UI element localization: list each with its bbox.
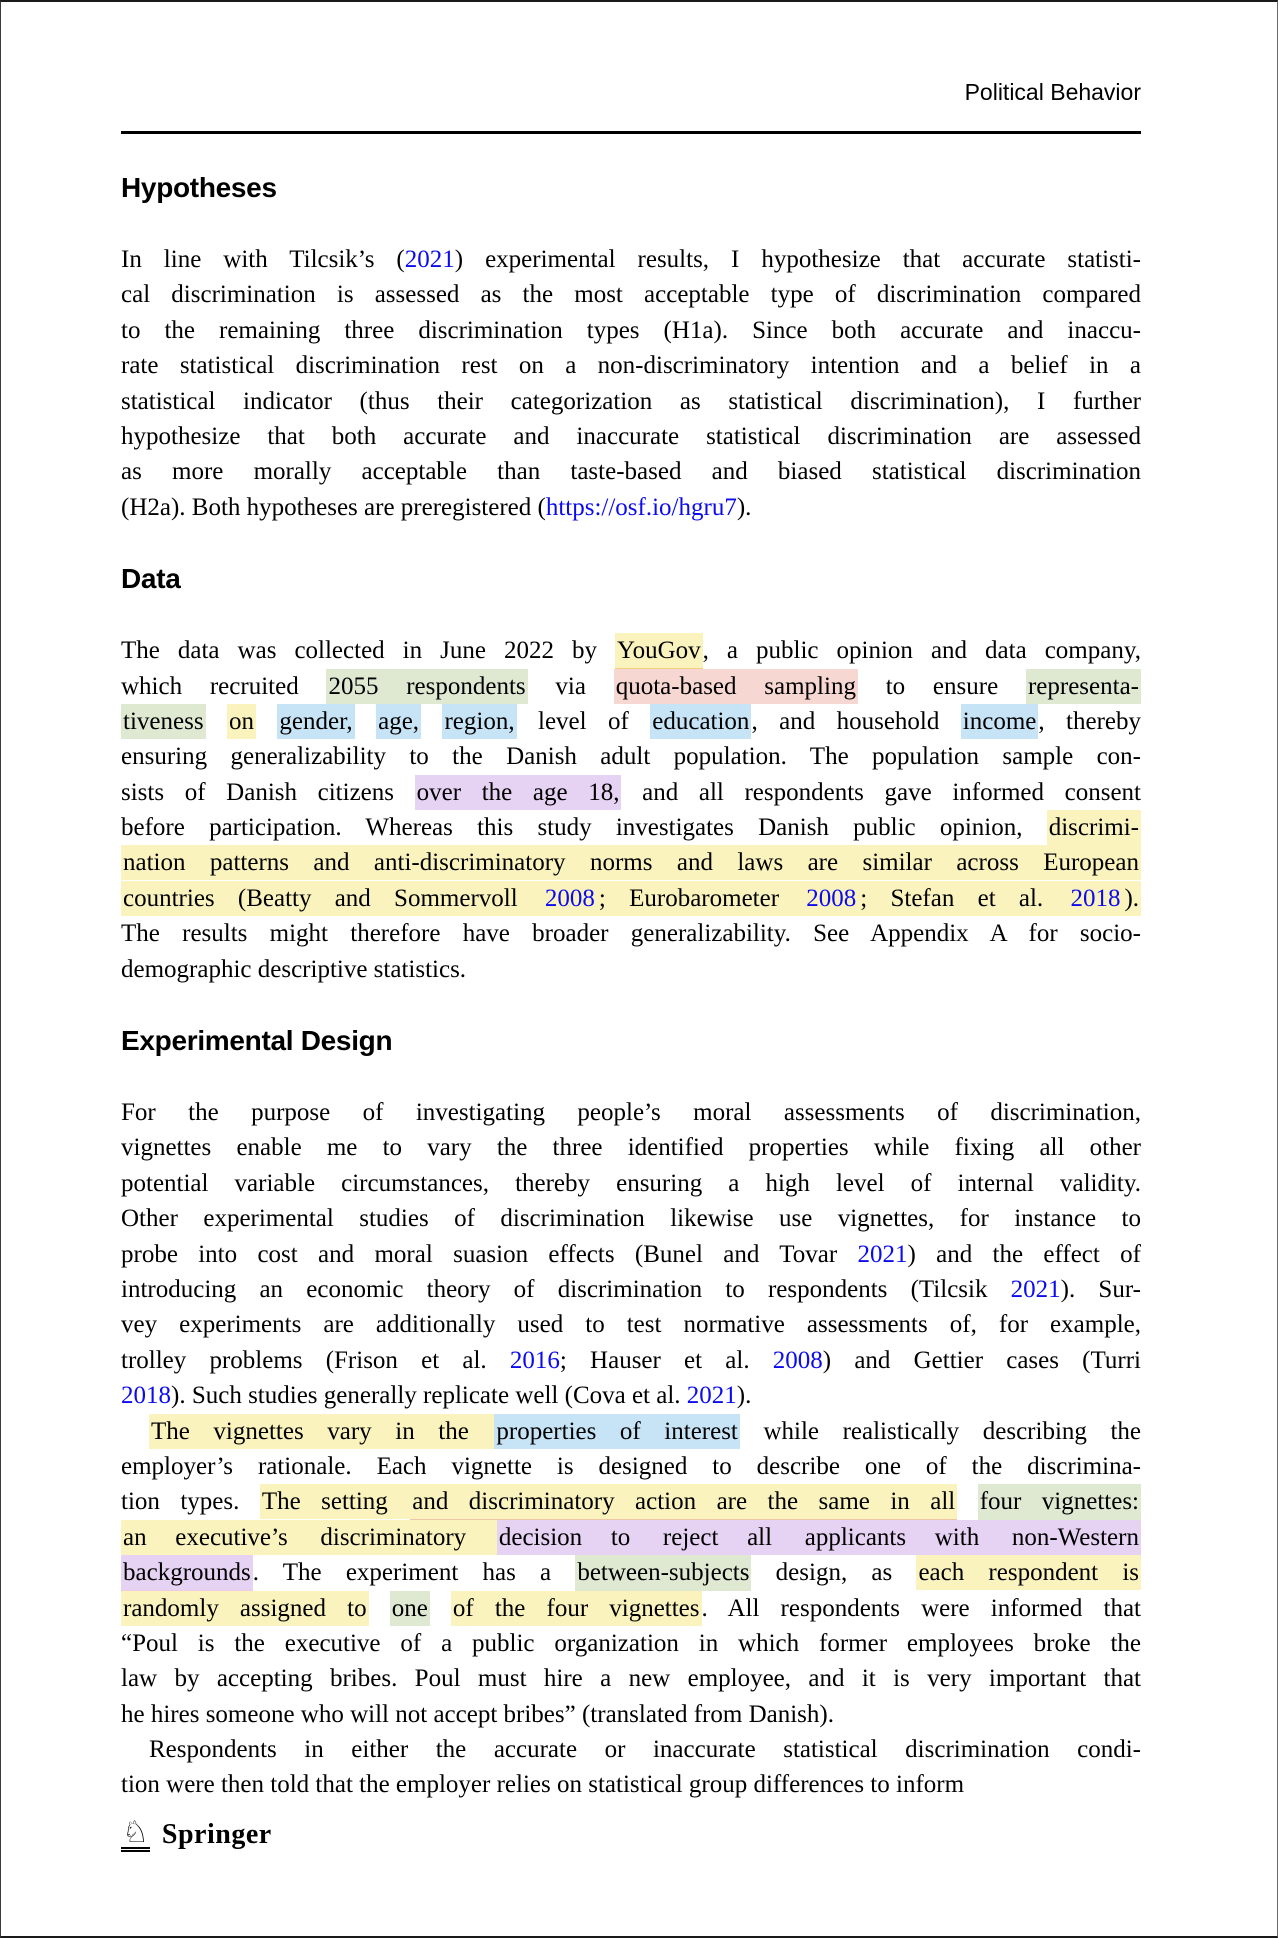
paragraph	[121, 1095, 1141, 1414]
text-line	[121, 739, 1141, 774]
text-line	[121, 1484, 1141, 1519]
highlighted-text: each respondent is	[916, 1555, 1141, 1590]
text-line	[121, 1520, 1141, 1555]
text-line	[121, 1732, 1141, 1767]
citation-link[interactable]: 2021	[857, 1240, 908, 1268]
text-line	[121, 704, 1141, 739]
text-line	[121, 1767, 1141, 1802]
highlighted-text: an executive’s	[121, 1520, 290, 1555]
text-line	[121, 1661, 1141, 1696]
highlighted-text: income	[961, 704, 1039, 739]
highlighted-text: decision to	[497, 1520, 661, 1555]
text-line	[121, 1591, 1141, 1626]
text-line	[121, 1166, 1141, 1201]
text-segment: (H2a). Both hypotheses are preregistered (	[121, 493, 546, 521]
paragraph	[121, 242, 1141, 525]
text-line	[121, 1555, 1141, 1590]
text-line	[121, 1201, 1141, 1236]
text-segment: law by accepting bribes. Poul must hire a new employee, and it is very important that	[121, 1665, 1141, 1693]
text-line	[121, 775, 1141, 810]
text-segment: Other experimental studies of discrimination likewise use vignettes, for instance to	[121, 1205, 1141, 1233]
text-line	[121, 633, 1141, 668]
text-line	[121, 1626, 1141, 1661]
text-segment: hypothesize that both accurate and inaccurate statistical discrimination are assessed	[121, 422, 1141, 450]
text-segment: ) experimental results, I hypothesize that accurate statisti-	[454, 246, 1141, 273]
text-segment	[421, 708, 442, 735]
text-line	[121, 810, 1141, 845]
text-line	[121, 313, 1141, 348]
text-segment: ) and the effect of	[907, 1240, 1141, 1268]
text-segment: via	[527, 672, 614, 700]
citation-link[interactable]: 2008	[804, 881, 858, 916]
text-segment: cal discrimination is assessed as the most acceptable type of discrimination compared	[121, 281, 1141, 309]
highlighted-text: backgrounds	[121, 1555, 253, 1590]
text-line	[121, 277, 1141, 312]
text-segment: , thereby	[1038, 707, 1141, 735]
text-line	[121, 419, 1141, 454]
text-segment: employer’s rationale. Each vignette is designed to describe one of the discrimina-	[121, 1452, 1141, 1480]
text-segment	[430, 1595, 451, 1622]
text-segment: while realistically describing the	[739, 1417, 1141, 1445]
citation-link[interactable]: https://osf.io/hgru7	[545, 493, 737, 521]
highlighted-text: applicants with	[774, 1520, 1010, 1555]
highlighted-text: of the four vignettes	[451, 1591, 702, 1626]
paragraph	[121, 633, 1141, 987]
text-segment: potential variable circumstances, thereby ensuring a high level of internal validity.	[121, 1169, 1141, 1197]
journal-name: Political Behavior	[964, 79, 1141, 105]
header-rule	[121, 131, 1141, 134]
text-segment	[355, 708, 376, 735]
highlighted-text: four vignettes:	[978, 1484, 1141, 1519]
highlighted-text: ).	[1122, 881, 1141, 916]
text-line	[121, 1343, 1141, 1378]
citation-link[interactable]: 2016	[509, 1346, 560, 1374]
paragraph	[121, 1732, 1141, 1803]
text-segment: ). Sur-	[1060, 1275, 1141, 1303]
text-segment: ).	[736, 493, 752, 521]
highlighted-text: discriminatory	[290, 1520, 497, 1555]
text-segment: “Poul is the executive of a public organization in which former employees broke the	[121, 1629, 1141, 1657]
highlighted-text: tiveness	[121, 704, 206, 739]
text-segment: The data was collected in June 2022 by	[121, 637, 616, 665]
text-line	[121, 1449, 1141, 1484]
text-line	[121, 1095, 1141, 1130]
citation-link[interactable]: 2018	[1068, 881, 1122, 916]
text-line	[121, 490, 1141, 525]
highlighted-text: between-subjects	[575, 1555, 751, 1590]
article-body	[121, 170, 1141, 1803]
text-line	[121, 845, 1141, 880]
text-line	[121, 1307, 1141, 1342]
citation-link[interactable]: 2021	[686, 1382, 737, 1410]
highlighted-text: The vignettes vary in the	[149, 1414, 494, 1449]
highlighted-text: countries (Beatty and Sommervoll	[121, 881, 543, 916]
text-segment: probe into cost and moral suasion effects (Bunel and Tovar	[121, 1240, 858, 1268]
text-line	[121, 669, 1141, 704]
text-segment: vignettes enable me to vary the three identified properties while fixing all other	[121, 1134, 1141, 1162]
text-segment: . All respondents were informed that	[701, 1594, 1141, 1622]
highlighted-text: non-Western	[1010, 1520, 1141, 1555]
highlighted-text: 2055 respondents	[326, 669, 527, 704]
section-heading-data: Data	[121, 563, 181, 595]
text-segment	[369, 1595, 390, 1622]
citation-link[interactable]: 2008	[772, 1346, 823, 1374]
text-segment: introducing an economic theory of discrimination to respondents (Tilcsik	[121, 1275, 1011, 1303]
text-segment: Respondents in either the accurate or inaccurate statistical discrimination condi-	[149, 1736, 1141, 1764]
highlighted-text: YouGov	[615, 633, 703, 668]
text-line	[121, 242, 1141, 277]
text-line	[121, 1130, 1141, 1165]
text-line	[121, 1697, 1141, 1732]
publisher-name: Springer	[161, 1819, 272, 1850]
highlighted-text: and discriminatory action are the same in all	[410, 1484, 957, 1519]
publisher-footer	[121, 1818, 272, 1852]
text-line	[121, 348, 1141, 383]
highlighted-text: representa-	[1026, 669, 1141, 704]
text-segment	[256, 708, 277, 735]
text-segment: The results might therefore have broader generalizability. See Appendix A for socio-	[121, 920, 1141, 948]
text-segment: tion were then told that the employer relies on statistical group differences to inform	[121, 1771, 965, 1799]
highlighted-text: one	[390, 1591, 430, 1626]
highlighted-text: The setting	[260, 1484, 410, 1519]
text-line	[121, 952, 1141, 987]
text-segment: ; Hauser et al.	[559, 1346, 773, 1374]
citation-link[interactable]: 2018	[121, 1382, 171, 1410]
highlighted-text: ; Stefan et al.	[858, 881, 1068, 916]
highlighted-text: discrimi-	[1047, 810, 1141, 845]
text-segment: In line with Tilcsik’s (	[121, 246, 405, 273]
highlighted-text: quota-based sampling	[614, 669, 858, 704]
text-segment: . The experiment has a	[252, 1559, 576, 1587]
text-segment: vey experiments are additionally used to test normative assessments of, for example,	[121, 1311, 1141, 1339]
section-heading-hypotheses: Hypotheses	[121, 172, 277, 203]
citation-link[interactable]: 2021	[1010, 1275, 1061, 1303]
text-segment	[957, 1488, 977, 1515]
paragraph	[121, 1414, 1141, 1733]
section-heading-experimental-design: Experimental Design	[121, 1025, 393, 1057]
text-line	[121, 881, 1141, 916]
text-segment: as more morally acceptable than taste-based and biased statistical discrimination	[121, 458, 1141, 486]
text-segment: and all respondents gave informed consent	[621, 778, 1141, 806]
text-line	[121, 1272, 1141, 1307]
text-line	[121, 1414, 1141, 1449]
text-line	[121, 1237, 1141, 1272]
highlighted-text: education	[650, 704, 751, 739]
springer-knight-icon: ♘	[121, 1820, 150, 1852]
text-segment: which recruited	[121, 672, 327, 700]
text-segment: For the purpose of investigating people’s moral assessments of discrimination,	[121, 1099, 1141, 1127]
text-segment: level of	[516, 707, 651, 735]
text-segment: tion types.	[121, 1488, 260, 1516]
citation-link[interactable]: 2021	[404, 246, 455, 273]
text-segment: sists of Danish citizens	[121, 778, 415, 806]
text-line	[121, 454, 1141, 489]
text-segment: he hires someone who will not accept bribes” (translated from Danish).	[121, 1700, 834, 1728]
text-segment: before participation. Whereas this study investigates Danish public opinion,	[121, 814, 1047, 842]
highlighted-text: over the age 18,	[415, 775, 622, 810]
text-segment: trolley problems (Frison et al.	[121, 1346, 510, 1374]
text-segment: to the remaining three discrimination types (H1a). Since both accurate and inaccu-	[121, 316, 1141, 344]
text-segment: ). Such studies generally replicate well (Cova et al.	[171, 1382, 687, 1410]
highlighted-text: properties of interest	[494, 1414, 740, 1449]
text-segment: rate statistical discrimination rest on a non-discriminatory intention and a belief in a	[121, 352, 1141, 380]
text-segment: design, as	[751, 1559, 917, 1587]
highlighted-text: on	[227, 704, 256, 739]
text-segment: , and household	[751, 707, 961, 735]
text-segment: ) and Gettier cases (Turri	[822, 1346, 1141, 1374]
text-segment: demographic descriptive statistics.	[121, 955, 467, 983]
text-line	[121, 916, 1141, 951]
text-segment: , a public opinion and data company,	[702, 637, 1141, 665]
text-line	[121, 1378, 1141, 1413]
highlighted-text: randomly assigned to	[121, 1591, 369, 1626]
highlighted-text: nation patterns and anti-discriminatory norms and laws are similar across European	[121, 845, 1141, 880]
highlighted-text: region,	[442, 704, 516, 739]
citation-link[interactable]: 2008	[543, 881, 597, 916]
text-segment: statistical indicator (thus their categorization as statistical discrimination), I further	[121, 387, 1141, 415]
highlighted-text: age,	[376, 704, 421, 739]
text-segment: ensuring generalizability to the Danish adult population. The population sample con-	[121, 743, 1141, 771]
text-line	[121, 384, 1141, 419]
text-segment	[206, 708, 227, 735]
highlighted-text: ; Eurobarometer	[597, 881, 804, 916]
text-segment: to ensure	[857, 672, 1026, 700]
text-segment: ).	[736, 1382, 752, 1410]
highlighted-text: reject all	[661, 1520, 774, 1555]
highlighted-text: gender,	[277, 704, 354, 739]
